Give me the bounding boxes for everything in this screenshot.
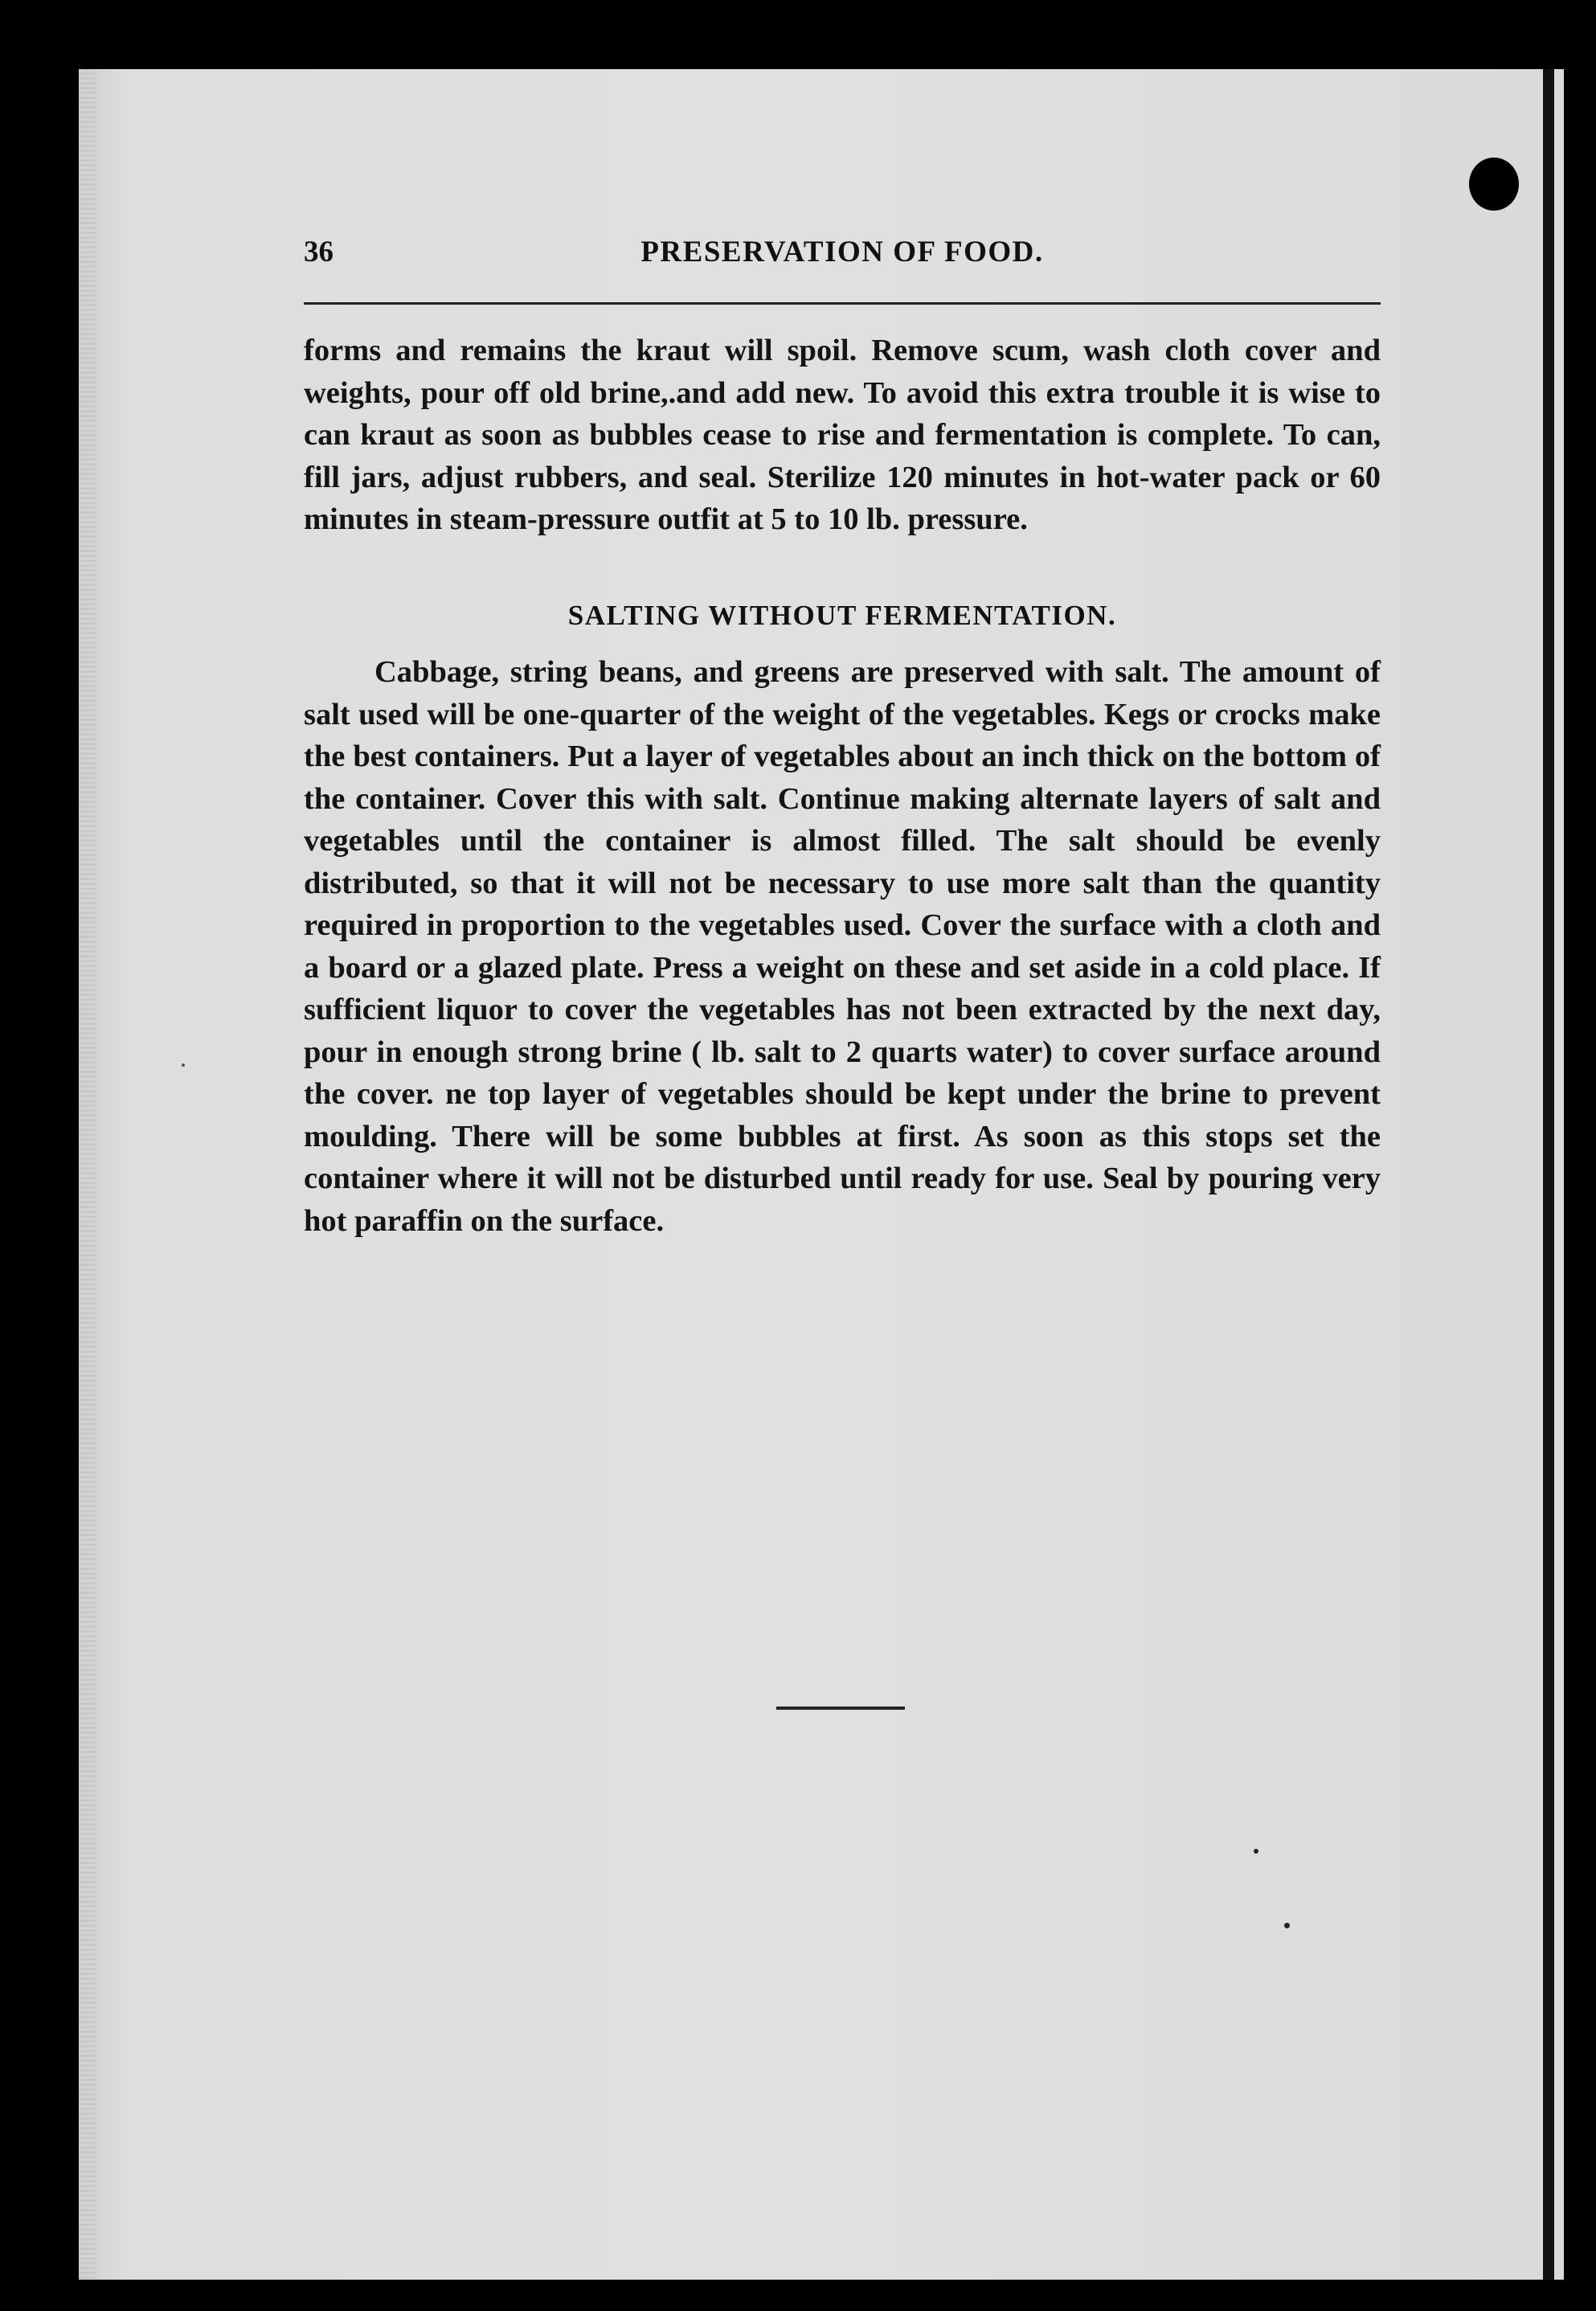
section-heading: SALTING WITHOUT FERMENTATION. [567,600,1117,631]
ink-speck [1254,1849,1258,1854]
page-right-edge [1543,69,1554,2280]
body-paragraph-continued: forms and remains the kraut will spoil. Remove scum, wash cloth cover and weights, pour off old brine,.and add new. To avoid this extra trouble it is wise to can kraut as soon as bubbles cease to rise and fermentation is complete. To can, fill jars, adjust rubbers, and seal. Sterilize 120 minutes in hot-water pack or 60 minutes in steam-pressure outfit at 5 to 10 lb. pressure. [304,334,1381,536]
header-rule [304,302,1381,305]
body-paragraph-salting: Cabbage, string beans, and greens are preserved with salt. The amount of salt used will be one-quarter of the weight of the vegetables. Kegs or crocks make the best containers. Put a layer of vegetables about an inch thick on the bottom of the container. Cover this with salt. Continue making alternate layers of salt and vegetables until the container is almost filled. The salt should be evenly distributed, so that it will not be necessary to use more salt than the quantity required in proportion to the vegetables used. Cover the surface with a cloth and a board or a glazed plate. Press a weight on these and set aside in a cold place. If sufficient liquor to cover the vegetables has not been extracted by the next day, pour in enough strong brine ( lb. salt to 2 quarts water) to cover surface around the cover. ne top layer of vegetables should be kept under the brine to prevent moulding. There will be some bubbles at first. As soon as this stops set the container where it will not be disturbed until ready for use. Seal by pouring very hot paraffin on the surface. [304,655,1381,1238]
ink-speck [1284,1923,1290,1928]
page-number: 36 [304,236,334,268]
end-of-text-rule [776,1707,905,1710]
binder-hole [1469,158,1519,211]
page-header [304,235,1381,275]
page-left-edge [79,69,96,2280]
ink-speck [182,1063,185,1067]
running-title: PRESERVATION OF FOOD. [640,236,1044,268]
